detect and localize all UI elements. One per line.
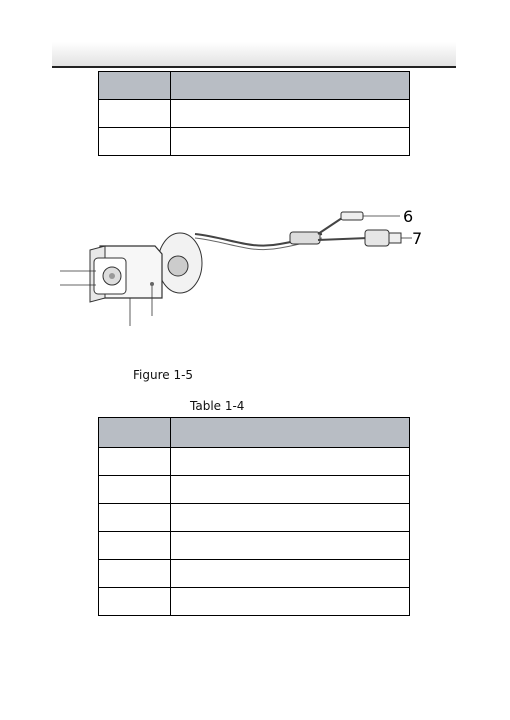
table-cell	[171, 588, 410, 616]
table-row	[99, 476, 410, 504]
table-cell	[171, 504, 410, 532]
table-cell	[171, 100, 410, 128]
table-cell	[171, 560, 410, 588]
page-header-rule	[52, 66, 456, 68]
table-cell	[99, 532, 171, 560]
callout-6: 6	[403, 207, 414, 226]
table-header-cell	[171, 72, 410, 100]
table-cell	[171, 476, 410, 504]
table-cell	[171, 532, 410, 560]
table-row	[99, 588, 410, 616]
table-cell	[99, 448, 171, 476]
table-cell	[99, 100, 171, 128]
table-cell	[99, 128, 171, 156]
page-header-band	[52, 42, 456, 66]
table-cell	[99, 476, 171, 504]
spec-table-top	[98, 71, 410, 156]
table-row	[99, 128, 410, 156]
figure-caption: Figure 1-5	[133, 368, 194, 382]
table-header-cell	[99, 418, 171, 448]
table-cell	[99, 504, 171, 532]
table-row	[99, 504, 410, 532]
table-row	[99, 532, 410, 560]
table-row	[99, 560, 410, 588]
table-cell	[171, 128, 410, 156]
camera-figure	[60, 198, 440, 358]
callout-7: 7	[412, 229, 423, 248]
table-row	[99, 100, 410, 128]
table-header-cell	[99, 72, 171, 100]
table-header-row	[99, 418, 410, 448]
table-caption: Table 1-4	[190, 399, 245, 413]
table-header-cell	[171, 418, 410, 448]
table-cell	[99, 560, 171, 588]
table-cell	[171, 448, 410, 476]
spec-table-bottom	[98, 417, 410, 616]
table-row	[99, 448, 410, 476]
table-header-row	[99, 72, 410, 100]
table-cell	[99, 588, 171, 616]
